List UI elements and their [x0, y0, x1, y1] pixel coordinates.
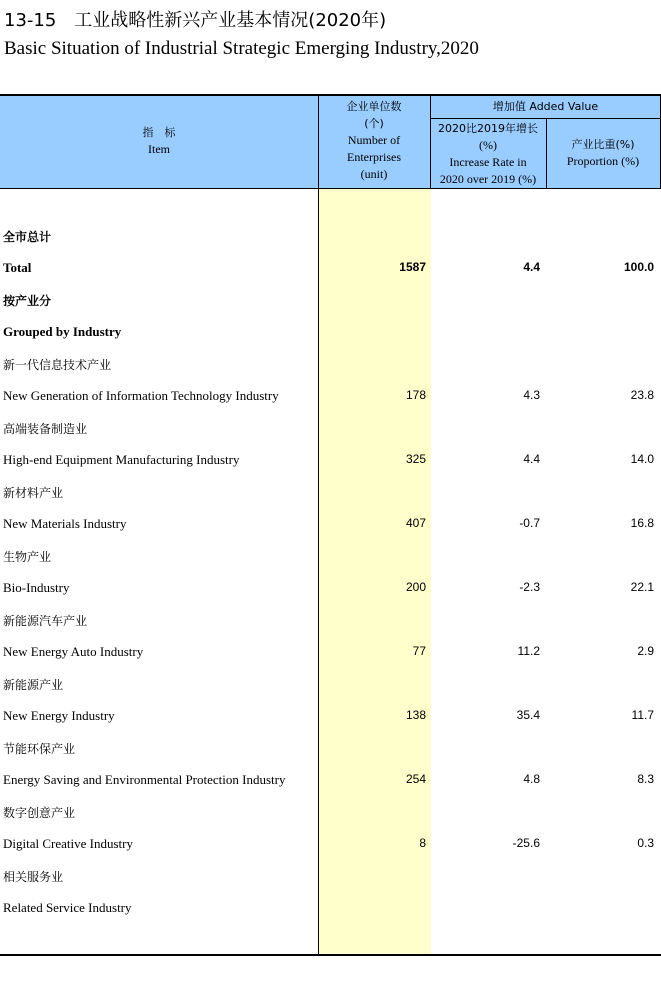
data-table: [0, 94, 661, 956]
row-label: Related Service Industry: [3, 900, 132, 915]
header-item-cn: 指 标: [142, 126, 176, 139]
row-label: 相关服务业: [3, 870, 64, 884]
header-divider: [430, 118, 661, 119]
page-title-cn: 13-15 工业战略性新兴产业基本情况(2020年): [4, 10, 387, 31]
row-label: 节能环保产业: [3, 742, 76, 756]
table-row: [0, 732, 661, 764]
proportion-value: 23.8: [630, 388, 654, 402]
table-row: [0, 508, 661, 540]
header-increase-unit: (%): [479, 138, 497, 152]
enterprises-value: 254: [405, 772, 426, 786]
table-row: [0, 380, 661, 412]
row-label: New Energy Industry: [3, 708, 115, 723]
header-enterprises-cn: 企业单位数: [346, 100, 402, 113]
row-label: 按产业分: [3, 294, 52, 308]
proportion-value: 22.1: [630, 580, 654, 594]
proportion-value: 14.0: [630, 452, 654, 466]
enterprises-value: 1587: [399, 260, 426, 274]
increase-rate-value: 4.4: [523, 452, 540, 466]
header-enterprises-en-1: Number of: [347, 133, 401, 147]
table-row: [0, 828, 661, 860]
proportion-value: 0.3: [637, 836, 654, 850]
increase-rate-value: 4.4: [523, 260, 540, 274]
row-label: New Energy Auto Industry: [3, 644, 144, 659]
header-item-en: Item: [148, 142, 170, 156]
row-label: Total: [3, 260, 32, 275]
increase-rate-value: 4.8: [523, 772, 540, 786]
header-item: [0, 124, 318, 158]
increase-rate-value: 4.3: [523, 388, 540, 402]
row-label: 新材料产业: [3, 486, 64, 500]
increase-rate-value: 35.4: [516, 708, 540, 722]
enterprises-value: 200: [405, 580, 426, 594]
header-enterprises-en-3: (unit): [360, 167, 388, 181]
row-label: New Materials Industry: [3, 516, 127, 531]
table-row: [0, 572, 661, 604]
enterprises-value: 138: [405, 708, 426, 722]
table-row: [0, 476, 661, 508]
header-enterprises-en-2: Enterprises: [347, 150, 401, 164]
table-row: [0, 636, 661, 668]
row-label: 数字创意产业: [3, 806, 76, 820]
proportion-value: 16.8: [630, 516, 654, 530]
enterprises-value: 407: [405, 516, 426, 530]
header-increase-en-1: Increase Rate in: [449, 155, 527, 169]
row-label: High-end Equipment Manufacturing Industry: [3, 452, 240, 467]
header-increase: [430, 120, 546, 188]
row-label: Grouped by Industry: [3, 324, 122, 339]
page-title-en: Basic Situation of Industrial Strategic Emerging Industry,2020: [4, 38, 479, 59]
increase-rate-value: -25.6: [512, 836, 540, 850]
table-row: [0, 796, 661, 828]
table-row: [0, 860, 661, 892]
table-row: [0, 700, 661, 732]
header-added-value: [430, 98, 661, 115]
enterprises-value: 178: [405, 388, 426, 402]
table-row: [0, 412, 661, 444]
table-row: [0, 348, 661, 380]
header-proportion-cn: 产业比重(%): [571, 138, 635, 151]
row-label: 新能源汽车产业: [3, 614, 88, 628]
row-label: Energy Saving and Environmental Protection Industry: [3, 772, 286, 787]
header-enterprises: [318, 98, 430, 183]
table-row: [0, 444, 661, 476]
row-label: 新能源产业: [3, 678, 64, 692]
enterprises-value: 77: [412, 644, 426, 658]
row-label: Digital Creative Industry: [3, 836, 133, 851]
table-row: [0, 252, 661, 284]
table-row: [0, 540, 661, 572]
increase-rate-value: 11.2: [517, 644, 540, 658]
header-added-value-label: 增加值 Added Value: [492, 100, 599, 113]
row-label: Bio-Industry: [3, 580, 70, 595]
proportion-value: 11.7: [631, 708, 654, 722]
header-proportion-en: Proportion (%): [566, 154, 640, 168]
header-enterprises-unit: (个): [364, 117, 384, 130]
table-row: [0, 892, 661, 924]
header-proportion: [546, 136, 660, 170]
table-bottom-rule: [0, 954, 661, 956]
enterprises-value: 325: [405, 452, 426, 466]
proportion-value: 2.9: [637, 644, 654, 658]
increase-rate-value: -0.7: [519, 516, 540, 530]
enterprises-value: 8: [419, 836, 426, 850]
row-label: 全市总计: [3, 230, 52, 244]
increase-rate-value: -2.3: [519, 580, 540, 594]
row-label: New Generation of Information Technology Industry: [3, 388, 279, 403]
header-increase-cn: 2020比2019年增长: [438, 122, 538, 135]
table-row: [0, 668, 661, 700]
table-row: [0, 284, 661, 316]
header-increase-en-2: 2020 over 2019 (%): [439, 172, 537, 186]
row-label: 新一代信息技术产业: [3, 358, 112, 372]
table-row: [0, 604, 661, 636]
row-label: 高端装备制造业: [3, 422, 88, 436]
proportion-value: 8.3: [637, 772, 654, 786]
table-row: [0, 220, 661, 252]
table-row: [0, 764, 661, 796]
proportion-value: 100.0: [623, 260, 654, 274]
table-row: [0, 316, 661, 348]
row-label: 生物产业: [3, 550, 52, 564]
